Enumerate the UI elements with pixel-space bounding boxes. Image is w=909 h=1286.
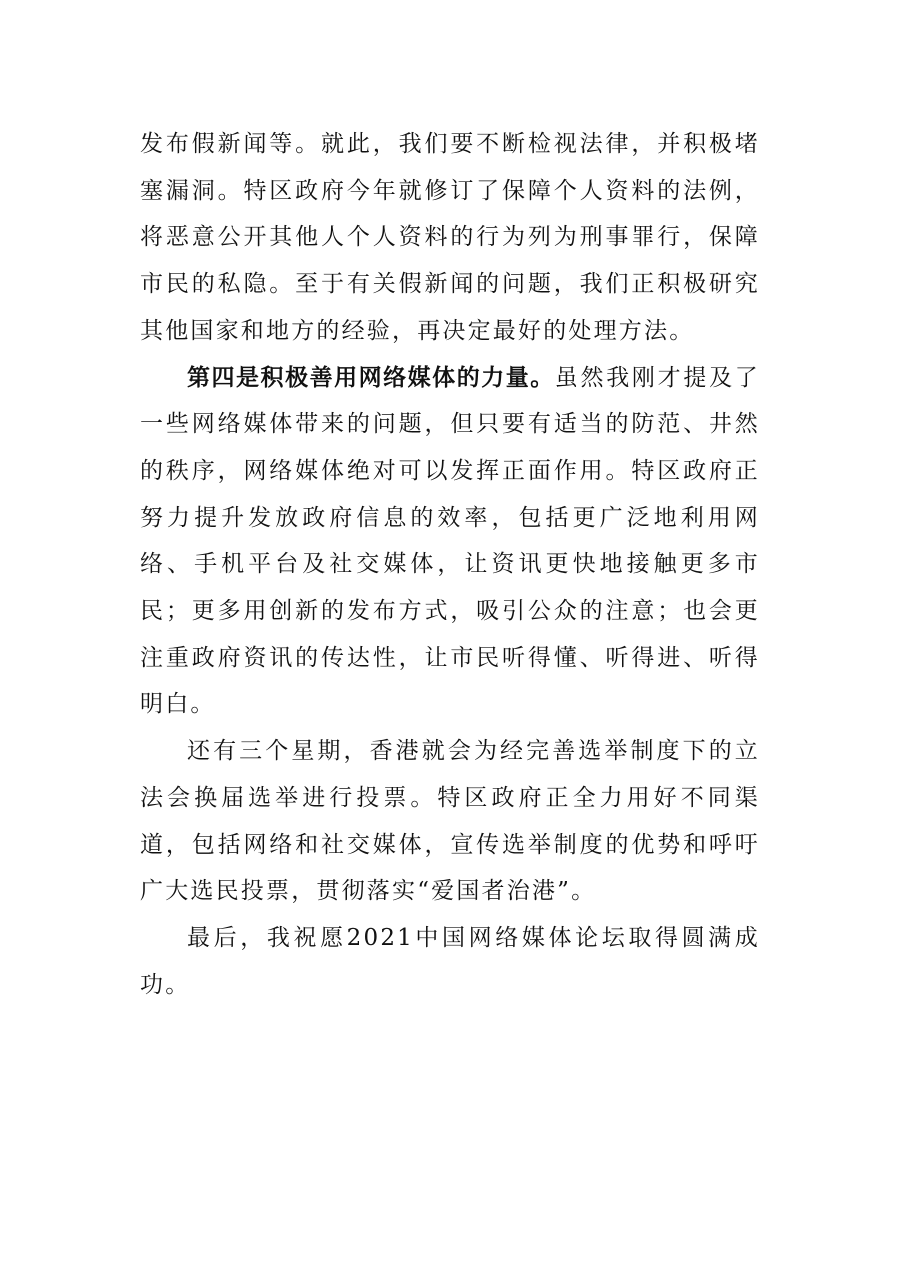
paragraph-text: 还有三个星期，香港就会为经完善选举制度下的立法会换届选举进行投票。特区政府正全力用好不同渠道，包括网络和社交媒体，宣传选举制度的优势和呼吁广大选民投票，贯彻落实“爱国者治港”。	[140, 738, 760, 905]
paragraph-text: 发布假新闻等。就此，我们要不断检视法律，并积极堵塞漏洞。特区政府今年就修订了保障个人资料的法例，将恶意公开其他人个人资料的行为列为刑事罪行，保障市民的私隐。至于有关假新闻的问题，我们正积极研究其他国家和地方的经验，再决定最好的处理方法。	[140, 131, 760, 344]
paragraph-election	[140, 728, 760, 915]
paragraph-lead-heading: 第四是积极善用网络媒体的力量。	[187, 364, 555, 391]
paragraph-fourth-point	[140, 355, 760, 729]
paragraph-continued	[140, 121, 760, 355]
document-body	[140, 121, 760, 1008]
paragraph-closing	[140, 915, 760, 1008]
paragraph-text: 虽然我刚才提及了一些网络媒体带来的问题，但只要有适当的防范、井然的秩序，网络媒体绝对可以发挥正面作用。特区政府正努力提升发放政府信息的效率，包括更广泛地利用网络、手机平台及社交媒体，让资讯更快地接触更多市民；更多用创新的发布方式，吸引公众的注意；也会更注重政府资讯的传达性，让市民听得懂、听得进、听得明白。	[140, 364, 761, 718]
paragraph-text: 最后，我祝愿2021中国网络媒体论坛取得圆满成功。	[140, 924, 760, 998]
